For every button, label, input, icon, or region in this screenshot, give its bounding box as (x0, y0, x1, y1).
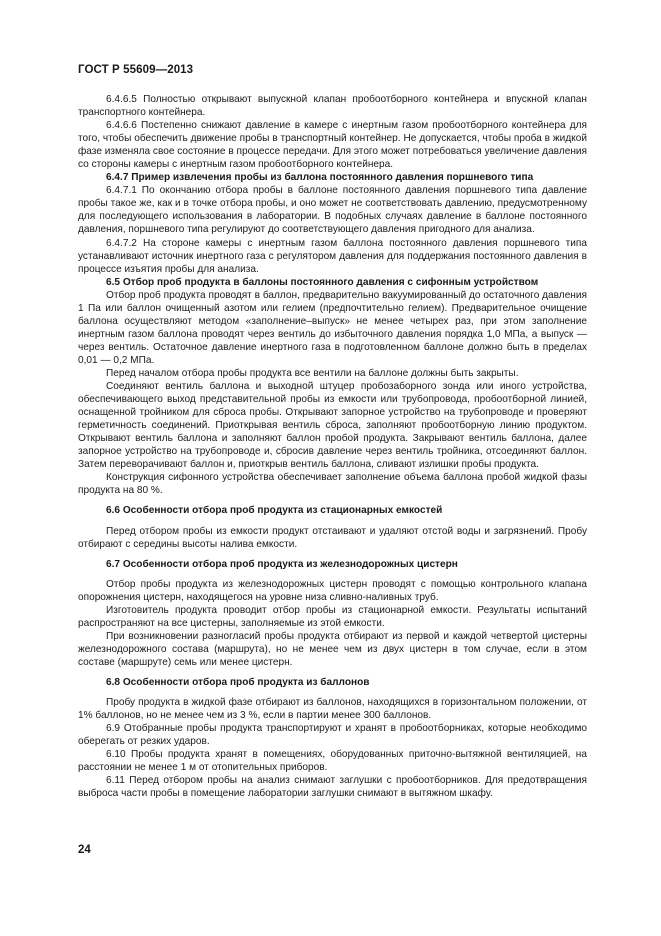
heading-6-8: 6.8 Особенности отбора проб продукта из баллонов (106, 676, 370, 688)
paragraph-6-4-6-6: 6.4.6.6 Постепенно снижают давление в камере с инертным газом пробоотборного контейнера для того, чтобы обеспечить движение пробы в транспортный контейнер. Не допускается, чтобы проба в жидкой фазе изменяла свое состояние в процессе передачи. Для этого может потребоваться увеличение давления со стороны камеры с инертным газом пробоотборного контейнера. (78, 120, 587, 171)
paragraph-6-6-a: Перед отбором пробы из емкости продукт отстаивают и удаляют отстой воды и загрязнений. Пробу отбирают с середины высоты налива емкости. (78, 525, 587, 550)
paragraph-6-5-b: Перед началом отбора пробы продукта все вентили на баллоне должны быть закрыты. (106, 367, 519, 379)
paragraph-6-8-a: Пробу продукта в жидкой фазе отбирают из баллонов, находящихся в горизонтальном положении, от 1% баллонов, но не менее чем из 3 %, если в партии менее 300 баллонов. (78, 697, 587, 722)
paragraph-6-11: 6.11 Перед отбором пробы на анализ снимают заглушки с пробоотборников. Для предотвращения выброса части пробы в помещение лаборатории заглушки снимают в вытяжном шкафу. (78, 775, 587, 800)
paragraph-6-7-c: При возникновении разногласий пробы продукта отбирают из первой и каждой четвертой цистерны железнодорожного состава (маршрута), но не менее чем из двух цистерн в том случае, если в этом составе (маршруте) семь или менее цистерн. (78, 630, 587, 668)
paragraph-6-10: 6.10 Пробы продукта хранят в помещениях, оборудованных приточно-вытяжной вентиляцией, на расстоянии не менее 1 м от отопительных приборов. (78, 749, 587, 774)
paragraph-6-7-b: Изготовитель продукта проводит отбор пробы из стационарной емкости. Результаты испытаний распространяют на все цистерны, заполняемые из этой емкости. (78, 604, 587, 629)
paragraph-6-7-a: Отбор пробы продукта из железнодорожных цистерн проводят с помощью контрольного клапана опорожнения цистерн, находящегося на уровне низа сливно-наливных труб. (78, 578, 587, 603)
heading-6-5: 6.5 Отбор проб продукта в баллоны постоянного давления с сифонным устройством (106, 276, 539, 288)
paragraph-6-9: 6.9 Отобранные пробы продукта транспортируют и хранят в пробоотборниках, которые необходимо оберегать от резких ударов. (78, 723, 587, 748)
heading-6-4-7: 6.4.7 Пример извлечения пробы из баллона постоянного давления поршневого типа (106, 172, 534, 184)
heading-6-6: 6.6 Особенности отбора проб продукта из стационарных емкостей (106, 505, 443, 517)
paragraph-6-5-c: Соединяют вентиль баллона и выходной штуцер пробозаборного зонда или иного устройства, обеспечивающего выход представительной пробы из емкости или трубопровода, пробоотборной линией, оснащенной тройником для сброса пробы. Открывают запорное устройство на трубопроводе и проверяют герметичность соединений. Приоткрывая вентиль сброса, заполняют пробоотборную линию продуктом. Открывают вентиль баллона и заполняют баллон пробой продукта. Закрывают вентиль баллона, далее запорное устройство на трубопроводе и, сбросив давление через вентиль тройника, отсоединяют баллон. Затем переворачивают баллон и, приоткрыв вентиль баллона, сливают излишки пробы продукта. (78, 381, 587, 471)
paragraph-6-5-d: Конструкция сифонного устройства обеспечивает заполнение объема баллона пробой жидкой фазы продукта на 80 %. (78, 472, 587, 497)
page-number: 24 (78, 844, 91, 856)
paragraph-6-5-a: Отбор проб продукта проводят в баллон, предварительно вакуумированный до остаточного давления 1 Па или баллон очищенный азотом или гелием (предпочтительно гелием). Предварительное очищение баллона осуществляют методом «заполнение–выпуск» не менее четырех раз, при этом заполнение инертным газом баллона проводят через вентиль до избыточного давления порядка 1,0 МПа, а выпуск — через вентиль. Остаточное давление инертного газа в подготовленном баллоне должно быть в пределах 0,01 — 0,2 МПа. (78, 289, 587, 366)
heading-6-7: 6.7 Особенности отбора проб продукта из железнодорожных цистерн (106, 558, 458, 570)
document-code-header: ГОСТ Р 55609—2013 (78, 64, 194, 76)
paragraph-6-4-6-5: 6.4.6.5 Полностью открывают выпускной клапан пробоотборного контейнера и впускной клапан транспортного контейнера. (78, 94, 587, 119)
document-body (78, 93, 587, 800)
paragraph-6-4-7-2: 6.4.7.2 На стороне камеры с инертным газом баллона постоянного давления поршневого типа устанавливают источник инертного газа с регулятором давления для поддержания постоянного давления в процессе изъятия пробы для анализа. (78, 237, 587, 275)
paragraph-6-4-7-1: 6.4.7.1 По окончанию отбора пробы в баллоне постоянного давления поршневого типа давление пробы такое же, как и в точке отбора пробы, и оно может не соответствовать давлению, предусмотренному для последующего использования в лаборатории. В подобных случаях давление в баллоне постоянного давления, поршневого типа регулируют до соответствующего давления пригодного для анализа. (78, 185, 587, 236)
